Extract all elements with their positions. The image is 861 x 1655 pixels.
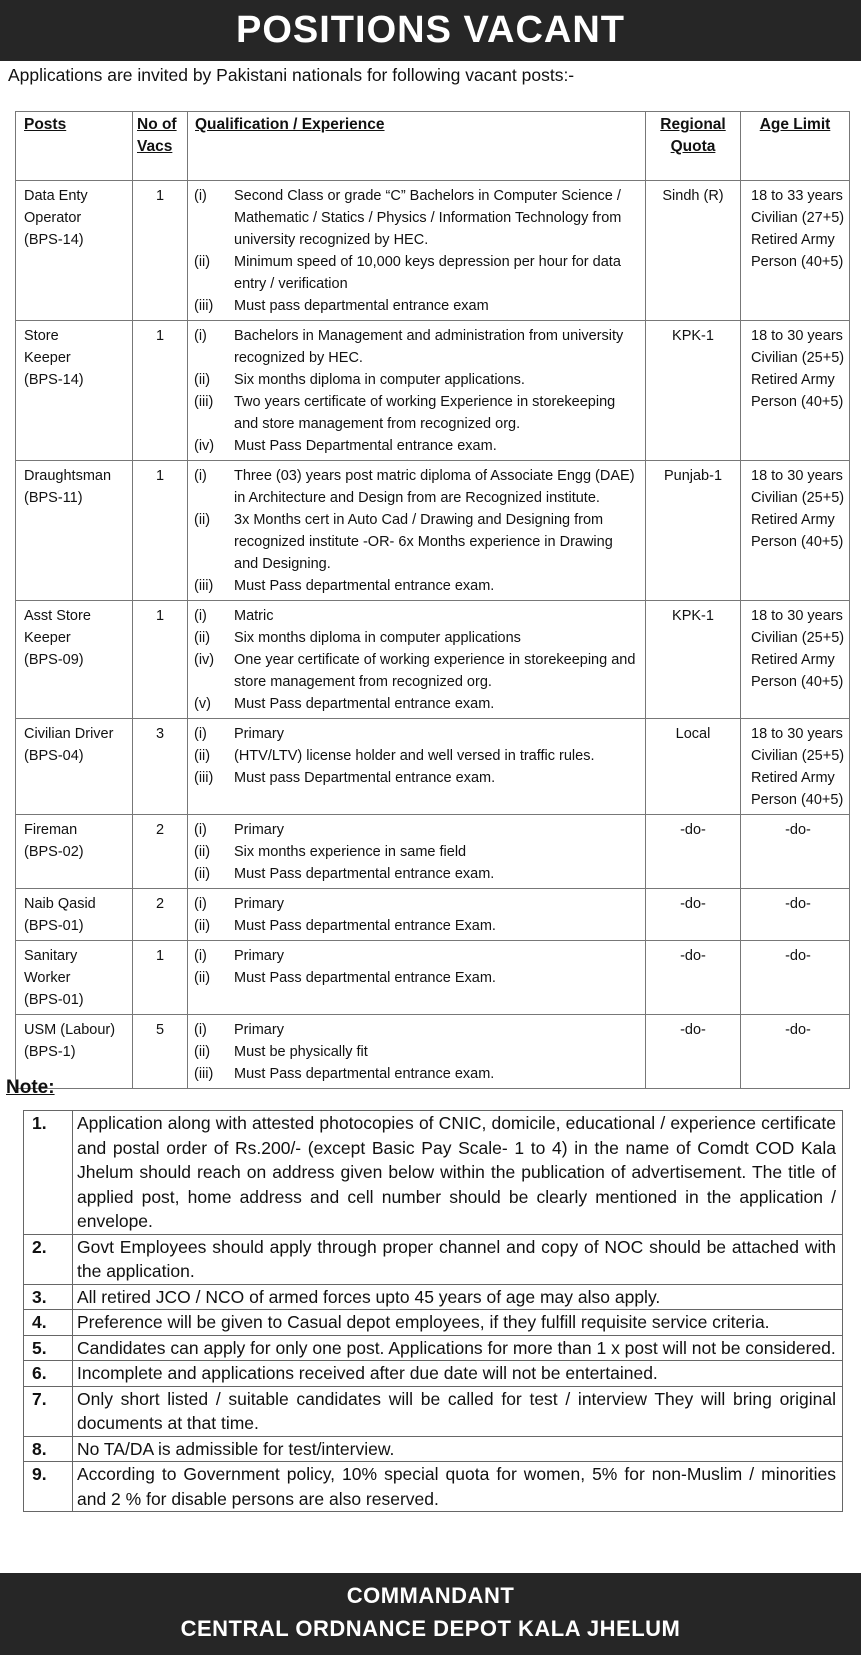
table-row	[16, 461, 850, 601]
header-posts: Posts	[16, 112, 133, 181]
qualification-item	[194, 841, 639, 863]
note-row	[24, 1284, 843, 1310]
qualification-number: (iii)	[194, 770, 214, 786]
qualification-number: (i)	[194, 328, 207, 344]
regional-quota-cell: Sindh (R)	[646, 181, 741, 321]
post-name-line: (BPS-02)	[24, 844, 84, 860]
header-age-limit: Age Limit	[741, 112, 850, 181]
table-row	[16, 601, 850, 719]
post-name-line: (BPS-09)	[24, 652, 84, 668]
qualification-text: (HTV/LTV) license holder and well versed in traffic rules.	[234, 748, 595, 764]
qualification-item	[194, 369, 639, 391]
qualification-number: (ii)	[194, 970, 211, 986]
qualification-number: (i)	[194, 948, 207, 964]
age-limit-cell	[741, 461, 850, 601]
post-name-line: (BPS-04)	[24, 748, 84, 764]
age-limit-line: Person (40+5)	[751, 792, 844, 808]
age-limit-line: Person (40+5)	[751, 254, 844, 270]
age-limit-line: Retired Army	[751, 512, 835, 528]
age-limit-line: Retired Army	[751, 652, 835, 668]
age-limit-line: -do-	[785, 1022, 811, 1038]
note-text: According to Government policy, 10% special quota for women, 5% for non-Muslim / minorities and 2 % for disable persons are also reserved.	[73, 1462, 843, 1512]
qualification-item	[194, 945, 639, 967]
qualification-cell	[188, 889, 646, 941]
qualification-item	[194, 915, 639, 937]
qualification-number: (iii)	[194, 578, 214, 594]
regional-quota-cell: -do-	[646, 1015, 741, 1089]
age-limit-line: Civilian (25+5)	[751, 490, 845, 506]
post-name-line: Sanitary	[24, 948, 78, 964]
qualification-number: (i)	[194, 822, 207, 838]
qualification-number: (iii)	[194, 298, 214, 314]
post-name-line: Operator	[24, 210, 82, 226]
note-number: 2.	[24, 1234, 73, 1284]
notes-table-body	[24, 1111, 843, 1512]
qualification-number: (i)	[194, 188, 207, 204]
qualification-text: Matric	[234, 608, 274, 624]
note-text: Preference will be given to Casual depot employees, if they fulfill requisite service criteria.	[73, 1310, 843, 1336]
qualification-item	[194, 1019, 639, 1041]
qualification-text: One year certificate of working experience in storekeeping and store management from recognized org.	[234, 652, 636, 690]
post-name-line: (BPS-11)	[24, 490, 83, 506]
qualification-text: Must Pass departmental entrance exam.	[234, 578, 495, 594]
intro-text: Applications are invited by Pakistani nationals for following vacant posts:-	[8, 65, 575, 85]
qualification-cell	[188, 181, 646, 321]
note-text: Only short listed / suitable candidates will be called for test / interview They will bring original documents at that time.	[73, 1386, 843, 1436]
post-name-cell	[16, 815, 133, 889]
note-text: All retired JCO / NCO of armed forces upto 45 years of age may also apply.	[73, 1284, 843, 1310]
note-number: 6.	[24, 1361, 73, 1387]
note-number: 9.	[24, 1462, 73, 1512]
age-limit-line: Retired Army	[751, 770, 835, 786]
qualification-text: Must pass Departmental entrance exam.	[234, 770, 496, 786]
qualification-text: Must Pass departmental entrance exam.	[234, 696, 495, 712]
qualification-item	[194, 1041, 639, 1063]
vacancies-cell: 1	[133, 321, 188, 461]
qualification-number: (i)	[194, 1022, 207, 1038]
qualification-item	[194, 767, 639, 789]
posts-table-body	[16, 181, 850, 1089]
qualification-item	[194, 967, 639, 989]
qualification-item	[194, 627, 639, 649]
qualification-item	[194, 391, 639, 435]
vacancies-cell: 3	[133, 719, 188, 815]
table-row	[16, 815, 850, 889]
post-name-line: (BPS-1)	[24, 1044, 76, 1060]
qualification-text: Must Pass departmental entrance Exam.	[234, 970, 496, 986]
qualification-number: (iii)	[194, 1066, 214, 1082]
qualification-text: Primary	[234, 822, 284, 838]
qualification-number: (iv)	[194, 652, 215, 668]
post-name-cell	[16, 461, 133, 601]
note-number: 7.	[24, 1386, 73, 1436]
age-limit-line: Retired Army	[751, 372, 835, 388]
age-limit-cell	[741, 1015, 850, 1089]
note-number: 3.	[24, 1284, 73, 1310]
note-row	[24, 1462, 843, 1512]
note-row	[24, 1361, 843, 1387]
post-name-line: Fireman	[24, 822, 78, 838]
post-name-line: Civilian Driver	[24, 726, 114, 742]
qualification-text: Must Pass departmental entrance Exam.	[234, 918, 496, 934]
age-limit-line: -do-	[785, 948, 811, 964]
age-limit-line: Civilian (25+5)	[751, 748, 845, 764]
age-limit-line: Person (40+5)	[751, 674, 844, 690]
qualification-item	[194, 745, 639, 767]
vacancies-cell: 2	[133, 815, 188, 889]
vacancies-cell: 1	[133, 941, 188, 1015]
qualification-text: Must pass departmental entrance exam	[234, 298, 489, 314]
qualification-number: (ii)	[194, 748, 211, 764]
age-limit-cell	[741, 889, 850, 941]
regional-quota-cell: Local	[646, 719, 741, 815]
post-name-cell	[16, 181, 133, 321]
post-name-line: Naib Qasid	[24, 896, 96, 912]
post-name-cell	[16, 601, 133, 719]
note-number: 1.	[24, 1111, 73, 1235]
age-limit-cell	[741, 181, 850, 321]
qualification-item	[194, 649, 639, 693]
age-limit-line: 18 to 30 years	[751, 468, 843, 484]
regional-quota-cell: -do-	[646, 941, 741, 1015]
qualification-cell	[188, 941, 646, 1015]
qualification-text: Six months diploma in computer applications	[234, 630, 521, 646]
post-name-line: (BPS-01)	[24, 992, 84, 1008]
qualification-item	[194, 575, 639, 597]
qualification-text: Must be physically fit	[234, 1044, 368, 1060]
qualification-item	[194, 509, 639, 575]
qualification-item	[194, 723, 639, 745]
qualification-number: (ii)	[194, 254, 211, 270]
qualification-text: Primary	[234, 1022, 284, 1038]
note-text: Govt Employees should apply through proper channel and copy of NOC should be attached with the application.	[73, 1234, 843, 1284]
qualification-text: Must Pass departmental entrance exam.	[234, 1066, 495, 1082]
age-limit-line: -do-	[785, 896, 811, 912]
regional-quota-cell: Punjab-1	[646, 461, 741, 601]
qualification-number: (iv)	[194, 438, 215, 454]
table-header-row	[16, 112, 850, 181]
post-name-cell	[16, 941, 133, 1015]
vacancies-cell: 1	[133, 601, 188, 719]
qualification-text: Bachelors in Management and administration from university recognized by HEC.	[234, 328, 624, 366]
header-qualification: Qualification / Experience	[188, 112, 646, 181]
qualification-text: Six months diploma in computer applications.	[234, 372, 525, 388]
post-name-line: Draughtsman	[24, 468, 112, 484]
note-row	[24, 1436, 843, 1462]
qualification-number: (i)	[194, 896, 207, 912]
age-limit-line: Retired Army	[751, 232, 835, 248]
qualification-text: Must Pass Departmental entrance exam.	[234, 438, 497, 454]
post-name-cell	[16, 321, 133, 461]
regional-quota-cell: -do-	[646, 815, 741, 889]
vacancies-cell: 1	[133, 461, 188, 601]
note-text: Application along with attested photocopies of CNIC, domicile, educational / experience certificate and postal order of Rs.200/- (except Basic Pay Scale- 1 to 4) in the name of Comdt COD Kala Jhelum should reach on address given below within the publication of advertisement. The title of applied post, home address and cell number should be clearly mentioned in the application / envelope.	[73, 1111, 843, 1235]
qualification-cell	[188, 719, 646, 815]
age-limit-line: 18 to 30 years	[751, 726, 843, 742]
table-row	[16, 719, 850, 815]
qualification-number: (ii)	[194, 866, 211, 882]
table-row	[16, 321, 850, 461]
note-text: Incomplete and applications received after due date will not be entertained.	[73, 1361, 843, 1387]
qualification-number: (iii)	[194, 394, 214, 410]
vacancies-cell: 5	[133, 1015, 188, 1089]
qualification-cell	[188, 1015, 646, 1089]
post-name-line: (BPS-01)	[24, 918, 84, 934]
qualification-item	[194, 435, 639, 457]
page-title: POSITIONS VACANT	[0, 0, 861, 61]
note-row	[24, 1335, 843, 1361]
note-text: Candidates can apply for only one post. Applications for more than 1 x post will not be considered.	[73, 1335, 843, 1361]
qualification-item	[194, 605, 639, 627]
footer-line-1: COMMANDANT	[346, 1583, 515, 1608]
post-name-line: (BPS-14)	[24, 232, 84, 248]
qualification-item	[194, 325, 639, 369]
table-row	[16, 181, 850, 321]
notes-table	[23, 1110, 843, 1512]
table-row	[16, 1015, 850, 1089]
age-limit-cell	[741, 941, 850, 1015]
age-limit-cell	[741, 815, 850, 889]
age-limit-cell	[741, 719, 850, 815]
post-name-line: Worker	[24, 970, 71, 986]
age-limit-line: 18 to 30 years	[751, 328, 843, 344]
qualification-cell	[188, 601, 646, 719]
qualification-item	[194, 693, 639, 715]
header-regional-quota: Regional Quota	[646, 112, 741, 181]
vacancies-cell: 1	[133, 181, 188, 321]
qualification-number: (ii)	[194, 372, 211, 388]
qualification-number: (i)	[194, 468, 207, 484]
post-name-line: Data Enty	[24, 188, 88, 204]
age-limit-line: Civilian (25+5)	[751, 350, 845, 366]
qualification-cell	[188, 461, 646, 601]
qualification-text: Second Class or grade “C” Bachelors in Computer Science / Mathematic / Statics / Physics / Information Technology from university recognized by HEC.	[234, 188, 622, 248]
qualification-item	[194, 185, 639, 251]
regional-quota-cell: -do-	[646, 889, 741, 941]
note-number: 8.	[24, 1436, 73, 1462]
note-heading: Note:	[6, 1077, 55, 1098]
note-number: 4.	[24, 1310, 73, 1336]
qualification-number: (ii)	[194, 844, 211, 860]
qualification-number: (ii)	[194, 512, 211, 528]
age-limit-cell	[741, 601, 850, 719]
qualification-number: (v)	[194, 696, 211, 712]
note-row	[24, 1234, 843, 1284]
qualification-item	[194, 465, 639, 509]
qualification-text: Six months experience in same field	[234, 844, 467, 860]
age-limit-line: Person (40+5)	[751, 394, 844, 410]
age-limit-line: Person (40+5)	[751, 534, 844, 550]
qualification-cell	[188, 321, 646, 461]
qualification-text: Primary	[234, 896, 284, 912]
footer-line-2: CENTRAL ORDNANCE DEPOT KALA JHELUM	[180, 1616, 681, 1641]
qualification-item	[194, 251, 639, 295]
footer-signature	[0, 1573, 861, 1655]
post-name-cell	[16, 719, 133, 815]
age-limit-line: Civilian (27+5)	[751, 210, 845, 226]
post-name-line: Store	[24, 328, 59, 344]
post-name-line: Asst Store	[24, 608, 91, 624]
qualification-number: (i)	[194, 726, 207, 742]
note-text: No TA/DA is admissible for test/interview.	[73, 1436, 843, 1462]
note-row	[24, 1310, 843, 1336]
age-limit-line: 18 to 33 years	[751, 188, 843, 204]
qualification-number: (i)	[194, 608, 207, 624]
qualification-number: (ii)	[194, 630, 211, 646]
qualification-item	[194, 893, 639, 915]
table-row	[16, 941, 850, 1015]
qualification-number: (ii)	[194, 1044, 211, 1060]
qualification-item	[194, 819, 639, 841]
qualification-item	[194, 295, 639, 317]
note-row	[24, 1386, 843, 1436]
note-number: 5.	[24, 1335, 73, 1361]
qualification-number: (ii)	[194, 918, 211, 934]
table-row	[16, 889, 850, 941]
post-name-line: USM (Labour)	[24, 1022, 116, 1038]
qualification-text: Three (03) years post matric diploma of Associate Engg (DAE) in Architecture and Design from are Recognized institute.	[234, 468, 635, 506]
post-name-line: Keeper	[24, 350, 71, 366]
post-name-line: Keeper	[24, 630, 71, 646]
vacancies-cell: 2	[133, 889, 188, 941]
regional-quota-cell: KPK-1	[646, 601, 741, 719]
qualification-text: Must Pass departmental entrance exam.	[234, 866, 495, 882]
regional-quota-cell: KPK-1	[646, 321, 741, 461]
age-limit-line: 18 to 30 years	[751, 608, 843, 624]
post-name-line: (BPS-14)	[24, 372, 84, 388]
qualification-cell	[188, 815, 646, 889]
age-limit-cell	[741, 321, 850, 461]
qualification-text: Primary	[234, 948, 284, 964]
qualification-text: Primary	[234, 726, 284, 742]
qualification-text: Two years certificate of working Experience in storekeeping and store management from recognized org.	[234, 394, 616, 432]
age-limit-line: Civilian (25+5)	[751, 630, 845, 646]
header-vacancies: No of Vacs	[133, 112, 188, 181]
qualification-item	[194, 863, 639, 885]
age-limit-line: -do-	[785, 822, 811, 838]
post-name-cell	[16, 889, 133, 941]
posts-table	[15, 111, 850, 1089]
qualification-item	[194, 1063, 639, 1085]
qualification-text: Minimum speed of 10,000 keys depression per hour for data entry / verification	[234, 254, 621, 292]
qualification-text: 3x Months cert in Auto Cad / Drawing and Designing from recognized institute -OR- 6x Months experience in Drawing and Designing.	[234, 512, 613, 572]
note-row	[24, 1111, 843, 1235]
